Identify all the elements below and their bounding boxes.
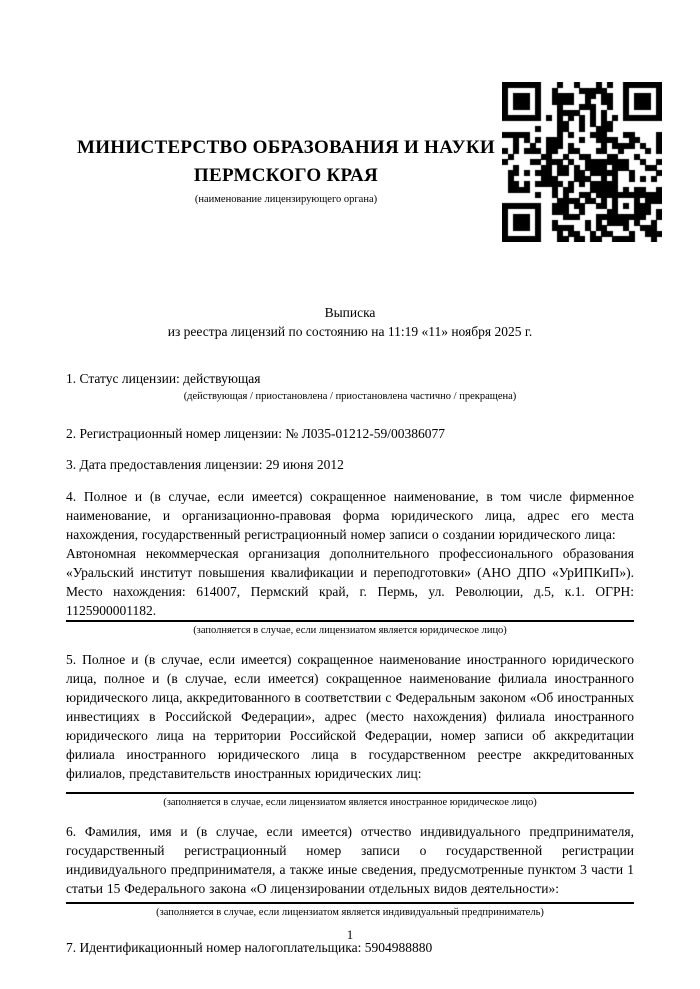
item-3-license-grant-date: 3. Дата предоставления лицензии: 29 июня 2012 (66, 457, 344, 472)
ministry-name-caption: (наименование лицензирующего органа) (194, 194, 378, 205)
item-6-answer-blank (66, 898, 634, 902)
item-1-license-status: 1. Статус лицензии: действующая (66, 371, 261, 386)
page-number: 1 (346, 928, 354, 942)
item-4-caption: (заполняется в случае, если лицензиатом является юридическое лицо) (193, 625, 507, 636)
document-title (66, 303, 634, 341)
ministry-name-line2: ПЕРМСКОГО КРАЯ (193, 165, 379, 186)
item-5-foreign-entity-block (66, 650, 634, 794)
ministry-name-line1: МИНИСТЕРСТВО ОБРАЗОВАНИЯ И НАУКИ (76, 137, 496, 158)
item-4-legal-entity-block (66, 487, 634, 622)
item-4-answer: Автономная некоммерческая организация дополнительного профессионального образования «Уральский институт повышения квалификации и переподготовки» (АНО ДПО «УрИПКиП»). Место нахождения: 614007, Пермский край, г. Пермь, ул. Революции, д.5, к.1. ОГРН: 1125900001182. (66, 546, 634, 618)
item-1-caption: (действующая / приостановлена / приостановлена частично / прекращена) (183, 391, 517, 402)
item-6-individual-entrepreneur-block (66, 822, 634, 904)
item-4-question: 4. Полное и (в случае, если имеется) сокращенное наименование, в том числе фирменное наименование, и организационно-правовая форма юридического лица, адрес его места нахождения, государственный регистрационный номер записи о создании юридического лица: (66, 489, 634, 542)
item-6-question: 6. Фамилия, имя и (в случае, если имеется) отчество индивидуального предпринимателя, государственный регистрационный номер записи о государственной регистрации индивидуального предпринимателя, а также иные сведения, предусмотренные пунктом 3 части 1 статьи 15 Федерального закона «О лицензировании отдельных видов деятельности»: (66, 824, 634, 896)
doc-title-line2: из реестра лицензий по состоянию на 11:19 «11» ноября 2025 г. (167, 324, 533, 339)
item-5-answer-blank (66, 783, 634, 792)
item-5-caption: (заполняется в случае, если лицензиатом является иностранное юридическое лицо) (163, 797, 537, 808)
doc-title-line1: Выписка (324, 305, 376, 320)
item-7-taxpayer-id: 7. Идентификационный номер налогоплательщика: 5904988880 (66, 940, 433, 955)
item-6-caption: (заполняется в случае, если лицензиатом является индивидуальный предприниматель) (156, 907, 544, 918)
licensing-authority-header (66, 0, 506, 207)
item-2-registration-number: 2. Регистрационный номер лицензии: № Л035-01212-59/00386077 (66, 426, 446, 441)
item-5-question: 5. Полное и (в случае, если имеется) сокращенное наименование иностранного юридического лица, полное и (в случае, если имеется) сокращенное наименование филиала иностранного юридического лица, аккредитованного в соответствии с Федеральным законом «Об иностранных инвестициях в Российской Федерации», адрес (место нахождения) филиала иностранного юридического лица на территории Российской Федерации, номер записи об аккредитации филиала иностранного юридического лица в государственном реестре аккредитованных филиалов, представительств иностранных юридических лиц: (66, 652, 634, 781)
